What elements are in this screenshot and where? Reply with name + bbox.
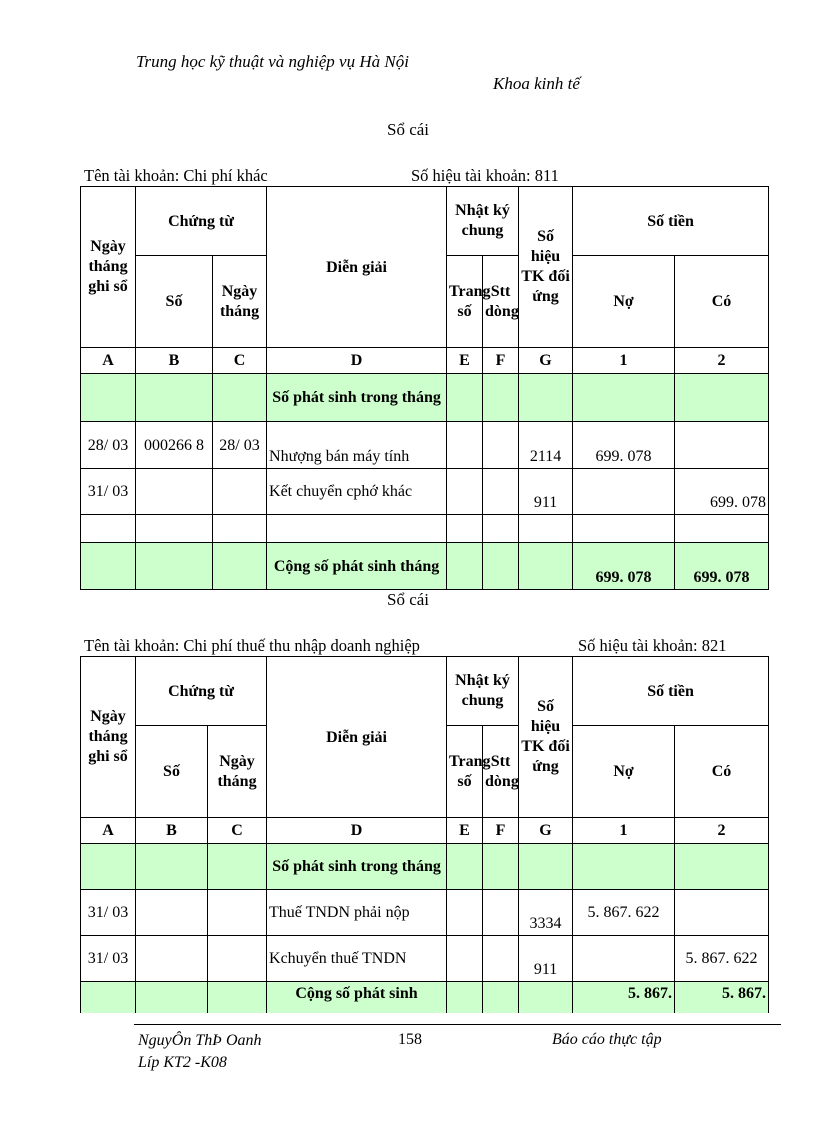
- row-contra: 3334: [519, 890, 573, 936]
- row-contra: 911: [519, 936, 573, 982]
- row-contra: 911: [519, 469, 573, 515]
- total-label: Cộng số phát sinh: [267, 982, 447, 1014]
- report-note: Báo cáo thực tập: [552, 1031, 662, 1048]
- letter-cell: E: [447, 348, 483, 374]
- row-debit: 5. 867. 622: [573, 890, 675, 936]
- col-amount-header: Số tiền: [573, 657, 769, 726]
- col-contra-header: Số hiệu TK đối ứng: [519, 657, 573, 818]
- col-desc-header: Diễn giải: [267, 187, 447, 348]
- col-voucher-header: Chứng từ: [136, 187, 267, 256]
- letter-cell: 2: [675, 818, 769, 844]
- row-credit: 699. 078: [675, 469, 769, 515]
- row-desc: Kchuyển thuế TNDN: [267, 936, 447, 982]
- col-date-header: Ngày tháng ghi sổ: [81, 657, 136, 818]
- letter-cell: C: [213, 348, 267, 374]
- footer-divider: [134, 1024, 781, 1025]
- letter-cell: D: [267, 818, 447, 844]
- col-journal-header: Nhật ký chung: [447, 187, 519, 256]
- row-contra: 2114: [519, 422, 573, 469]
- footer-author: [138, 1030, 262, 1074]
- letter-cell: 1: [573, 348, 675, 374]
- col-credit-header: Có: [675, 256, 769, 348]
- table-row: [81, 890, 769, 936]
- letter-cell: 1: [573, 818, 675, 844]
- col-voucher-no-header: Số: [136, 726, 208, 818]
- ledger-title: Sổ cái: [386, 590, 430, 609]
- school-name: Trung học kỹ thuật và nghiệp vụ Hà Nội: [136, 52, 409, 71]
- table-row: [81, 469, 769, 515]
- letter-cell: G: [519, 348, 573, 374]
- department-name: Khoa kinh tế: [493, 74, 580, 93]
- ledger-title: Sổ cái: [386, 120, 430, 139]
- row-desc: Kết chuyển cphớ khác: [267, 469, 447, 515]
- row-date: 31/ 03: [81, 890, 136, 936]
- ledger-table-821: [80, 656, 769, 1013]
- row-desc: Thuế TNDN phải nộp: [267, 890, 447, 936]
- col-amount-header: Số tiền: [573, 187, 769, 256]
- total-credit: 699. 078: [675, 543, 769, 590]
- letter-cell: B: [136, 348, 213, 374]
- row-credit: 5. 867. 622: [675, 936, 769, 982]
- col-credit-header: Có: [675, 726, 769, 818]
- col-debit-header: Nợ: [573, 726, 675, 818]
- row-date: 28/ 03: [81, 422, 136, 469]
- arising-label: Số phát sinh trong tháng: [267, 374, 447, 422]
- table-row: [81, 936, 769, 982]
- row-desc: Nhượng bán máy tính: [267, 422, 447, 469]
- letter-cell: A: [81, 818, 136, 844]
- letter-cell: A: [81, 348, 136, 374]
- account-number: Số hiệu tài khoản: 811: [411, 166, 559, 185]
- letter-cell: G: [519, 818, 573, 844]
- letter-cell: D: [267, 348, 447, 374]
- table-row: [81, 422, 769, 469]
- letter-cell: B: [136, 818, 208, 844]
- page-number: 158: [398, 1031, 422, 1048]
- ledger-table-811: [80, 186, 769, 590]
- letter-cell: E: [447, 818, 483, 844]
- letter-cell: 2: [675, 348, 769, 374]
- col-desc-header: Diễn giải: [267, 657, 447, 818]
- col-date-header: Ngày tháng ghi sổ: [81, 187, 136, 348]
- account-name: Tên tài khoản: Chi phí thuế thu nhập doanh nghiệp: [84, 636, 420, 655]
- ledger-821-clip: [0, 656, 816, 1013]
- row-voucher-date: [213, 469, 267, 515]
- col-voucher-no-header: Số: [136, 256, 213, 348]
- row-debit: 699. 078: [573, 422, 675, 469]
- total-credit: 5. 867.: [675, 982, 769, 1014]
- author-class: Líp KT2 -K08: [138, 1054, 227, 1071]
- account-name: Tên tài khoản: Chi phí khác: [84, 166, 268, 185]
- col-journal-page-header: Trang số: [447, 256, 483, 348]
- letter-cell: F: [483, 818, 519, 844]
- col-voucher-date-header: Ngày tháng: [208, 726, 267, 818]
- account-number: Số hiệu tài khoản: 821: [578, 636, 727, 655]
- row-voucher-no: 000266 8: [136, 422, 213, 469]
- letter-cell: F: [483, 348, 519, 374]
- total-debit: 699. 078: [573, 543, 675, 590]
- col-journal-page-header: Trang số: [447, 726, 483, 818]
- col-voucher-header: Chứng từ: [136, 657, 267, 726]
- arising-label: Số phát sinh trong tháng: [267, 844, 447, 890]
- col-journal-line-header: Stt dòng: [483, 256, 519, 348]
- author-name: NguyÔn ThÞ Oanh: [138, 1032, 262, 1049]
- row-debit: [573, 469, 675, 515]
- col-journal-header: Nhật ký chung: [447, 657, 519, 726]
- row-credit: [675, 422, 769, 469]
- total-label: Cộng số phát sinh tháng: [267, 543, 447, 590]
- row-date: 31/ 03: [81, 936, 136, 982]
- col-contra-header: Số hiệu TK đối ứng: [519, 187, 573, 348]
- row-voucher-date: 28/ 03: [213, 422, 267, 469]
- row-date: 31/ 03: [81, 469, 136, 515]
- col-voucher-date-header: Ngày tháng: [213, 256, 267, 348]
- col-journal-line-header: Stt dòng: [483, 726, 519, 818]
- letter-cell: C: [208, 818, 267, 844]
- total-debit: 5. 867.: [573, 982, 675, 1014]
- row-voucher-no: [136, 469, 213, 515]
- col-debit-header: Nợ: [573, 256, 675, 348]
